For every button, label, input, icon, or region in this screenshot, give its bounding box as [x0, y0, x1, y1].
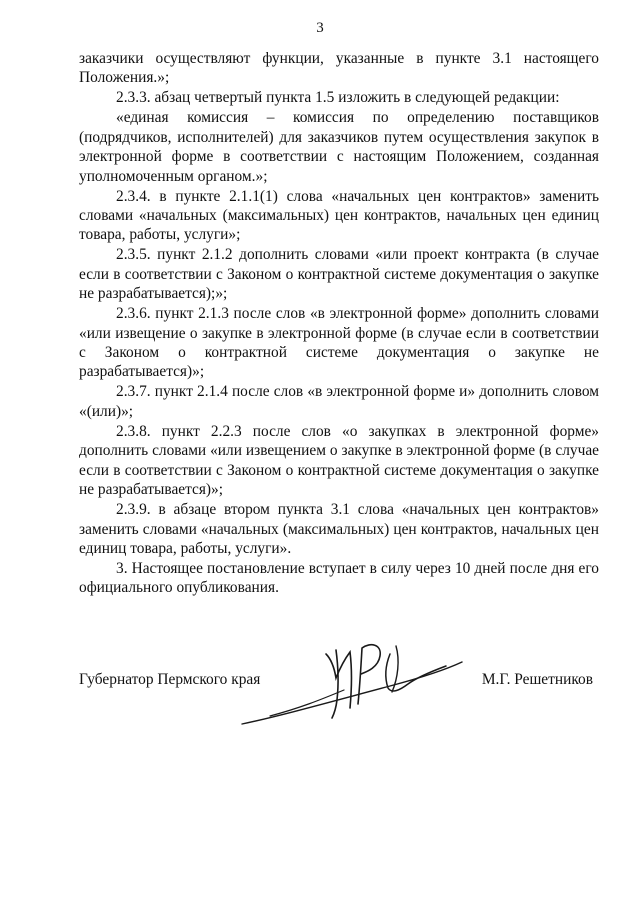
paragraph-2-3-6: 2.3.6. пункт 2.1.3 после слов «в электронной форме» дополнить словами «или извещение о закупке в электронной форме (в случае если в соответствии с Законом о контрактной системе документация о закупке не разрабатывается)»; [79, 305, 599, 381]
signature-row [79, 670, 599, 694]
paragraph-3-effective-date: 3. Настоящее постановление вступает в силу через 10 дней после дня его официального опубликования. [79, 559, 599, 597]
paragraph-2-3-5: 2.3.5. пункт 2.1.2 дополнить словами «или проект контракта (в случае если в соответствии с Законом о контрактной системе документация о закупке не разрабатывается);»; [79, 246, 599, 303]
document-body [79, 49, 599, 598]
paragraph-2-3-8: 2.3.8. пункт 2.2.3 после слов «о закупках в электронной форме» дополнить словами «или извещением о закупке в электронной форме (в случае если в соответствии с Законом о контрактной системе документация о закупке не разрабатывается)»; [79, 422, 599, 499]
paragraph-continuation: заказчики осуществляют функции, указанные в пункте 3.1 настоящего Положения.»; [79, 50, 599, 87]
paragraph-2-3-4: 2.3.4. в пункте 2.1.1(1) слова «начальных цен контрактов» заменить словами «начальных (максимальных) цен контрактов, начальных цен единиц товара, работы, услуги»; [79, 187, 599, 244]
page-number: 3 [316, 20, 324, 36]
paragraph-commission-definition: «единая комиссия – комиссия по определению поставщиков (подрядчиков, исполнителей) для заказчиков путем осуществления закупок в электронной форме в соответствии с настоящим Положением, созданная уполномоченным органом.»; [79, 109, 599, 185]
paragraph-2-3-9: 2.3.9. в абзаце втором пункта 3.1 слова «начальных цен контрактов» заменить словами «начальных (максимальных) цен контрактов, начальных цен единиц товара, работы, услуги». [79, 501, 599, 557]
paragraph-2-3-3: 2.3.3. абзац четвертый пункта 1.5 изложить в следующей редакции: [116, 89, 560, 107]
signatory-title: Губернатор Пермского края [79, 671, 261, 688]
paragraph-2-3-7: 2.3.7. пункт 2.1.4 после слов «в электронной форме и» дополнить словом «(или)»; [79, 383, 599, 420]
signatory-name: М.Г. Решетников [481, 671, 593, 688]
